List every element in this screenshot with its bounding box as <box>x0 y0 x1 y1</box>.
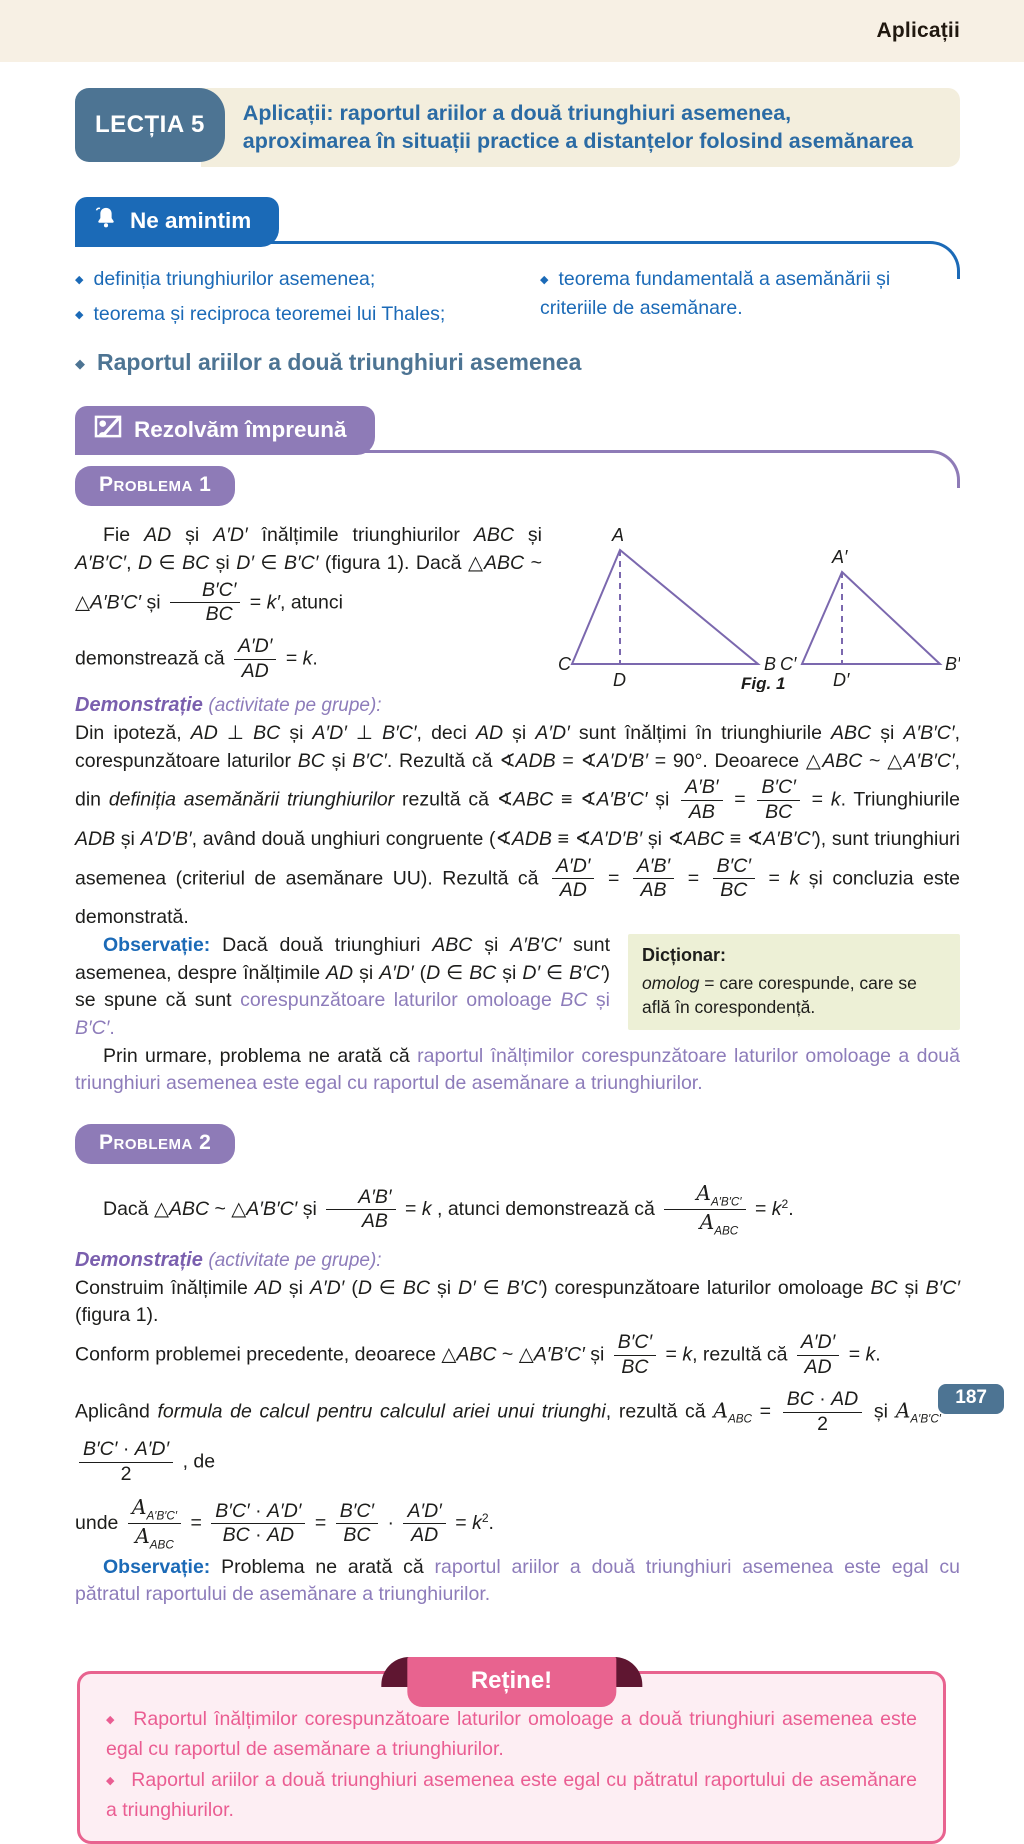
problem1-badge: Problema 1 <box>75 466 235 506</box>
conclusion1-text: Prin urmare, problema ne arată că raportul înălțimilor corespunzătoare laturilor omoloage a două triunghiuri asemenea este egal cu raportul de asemănare a triunghiurilor. <box>75 1044 960 1095</box>
key-point: ◆ Raportul înălțimilor corespunzătoare laturilor omoloage a două triunghiuri asemenea este egal cu raportul de asemănare a triunghiurilor. <box>106 1708 917 1761</box>
solve-section-head <box>75 406 960 452</box>
vertex-label: B′ <box>945 654 960 675</box>
writing-board-icon <box>93 414 123 445</box>
proof-label: Demonstrație (activitate pe grupe): <box>75 1248 382 1271</box>
problem1-statement: Fie AD și A′D′ înălțimile triunghiurilor ABC și A′B′C′, D ∈ BC și D′ ∈ B′C′ (figura 1). Dacă △ABC ~ △A′B′C′ și $\frac{B'C'}{BC}$ = k′, atunci <box>75 524 543 626</box>
observation1-block <box>75 932 960 1098</box>
list-item: ◆ teorema și reciproca teoremei lui Thales; <box>75 303 446 325</box>
page-content <box>0 62 1024 1844</box>
figure-1 <box>558 524 960 692</box>
vertex-label: A′ <box>832 547 848 568</box>
vertex-label: C <box>558 654 571 675</box>
key-point: ◆ Raportul ariilor a două triunghiuri asemenea este egal cu pătratul raportului de asemănare a triunghiurilor. <box>106 1768 917 1821</box>
problem1-badge-row <box>75 466 960 506</box>
problem2-line3: Aplicând formula de calcul pentru calculul ariei unui triunghi, rezultă că $A_{ABC}$ = $\frac{BC \cdot AD}{2}$ și $A_{A'B'C'}$ $\frac{B'C' \cdot A'D'}{2}$ , de <box>75 1387 941 1486</box>
running-header: Aplicații <box>876 19 960 42</box>
problem1-goal: demonstrează că $\frac{A'D'}{AD}$ = k. <box>75 635 318 683</box>
remember-list <box>75 265 960 336</box>
vertex-label: B <box>764 654 777 675</box>
lesson-title-panel <box>201 88 960 167</box>
section-heading: ◆ Raportul ariilor a două triunghiuri asemenea <box>75 349 582 376</box>
remember-key-box <box>77 1667 946 1844</box>
observation2-text: Observație: Problema ne arată că raportul ariilor a două triunghiuri asemenea este egal cu pătratul raportului de asemănare a triunghiurilor. <box>75 1555 961 1606</box>
problem2-badge-row <box>75 1124 960 1164</box>
lesson-title-line1: Aplicații: raportul ariilor a două triunghiuri asemenea, <box>242 101 792 125</box>
diamond-bullet-icon: ◆ <box>106 1774 116 1787</box>
vertex-label: C′ <box>780 654 797 675</box>
solve-badge-label: Rezolvăm împreună <box>134 416 347 442</box>
remember-badge-label: Ne amintim <box>130 207 252 233</box>
problem2-line4: unde $\frac{A_{A'B'C'}}{A_{ABC}}$ = $\frac{B'C' \cdot A'D'}{BC \cdot AD}$ = $\frac{B'C'}{BC}$ · $\frac{A'D'}{AD}$ = $k^2$. <box>75 1495 494 1552</box>
vertex-label: A <box>612 525 625 546</box>
problem2-line2: Conform problemei precedente, deoarece △ABC ~ △A′B′C′ și $\frac{B'C'}{BC}$ = k, rezultă că $\frac{A'D'}{AD}$ = k. <box>75 1331 881 1378</box>
solve-badge <box>75 406 375 455</box>
problem2-line1: Construim înălțimile AD și A′D′ (D ∈ BC și D′ ∈ B′C′) corespunzătoare laturilor omoloage BC și B′C′ (figura 1). <box>75 1276 961 1327</box>
problem2-badge: Problema 2 <box>75 1124 235 1164</box>
lesson-header <box>75 88 960 167</box>
problem1-proof: Din ipoteză, AD ⊥ BC și A′D′ ⊥ B′C′, deci AD și A′D′ sunt înălțimi în triunghiurile ABC și A′B′C′, corespunzătoare laturilor BC și B′C′. Rezultă că ∢ADB = ∢A′D′B′ = 90°. Deoarece △ABC ~ △A′B′C′, din definiția asemănării triunghiurilor rezultă că ∢ABC ≡ ∢A′B′C′ și $\frac{A'B'}{AB}$ = $\frac{B'C'}{BC}$ = k. Triunghiurile ADB și A′D′B′, având două unghiuri congruente (∢ADB ≡ ∢A′D′B′ și ∢ABC ≡ ∢A′B′C′), sunt triunghiuri asemenea (criteriul de asemănare UU). Rezultă că $\frac{A'D'}{AD}$ = $\frac{A'B'}{AB}$ = $\frac{B'C'}{BC}$ = k și concluzia este demonstrată. <box>75 721 961 929</box>
diamond-bullet-icon: ◆ <box>75 273 84 286</box>
remember-section-head <box>75 197 960 243</box>
top-band <box>0 0 1024 62</box>
bell-icon <box>93 205 119 237</box>
vertex-label: D′ <box>833 670 850 691</box>
observation1-text: Observație: Dacă două triunghiuri ABC și A′B′C′ sunt asemenea, despre înălțimile AD și A′D′ (D ∈ BC și D′ ∈ B′C′) se spune că sunt corespunzătoare laturilor omoloage BC și B′C′. <box>75 933 611 1040</box>
figure-caption: Fig. 1 <box>741 674 786 693</box>
vertex-label: D <box>613 670 626 691</box>
dictionary-box <box>628 934 960 1030</box>
remember-left-column <box>75 265 520 336</box>
problem2-block <box>75 1180 960 1609</box>
lesson-badge: LECȚIA 5 <box>75 88 225 162</box>
list-item: ◆ teorema fundamentală a asemănării și criteriile de asemănare. <box>540 267 891 319</box>
diamond-bullet-icon: ◆ <box>75 356 85 372</box>
lesson-title-line2: aproximarea în situații practice a distanțelor folosind asemănarea <box>242 129 914 154</box>
problem2-statement: Dacă △ABC ~ △A′B′C′ și $\frac{A'B'}{AB}$ = k , atunci demonstrează că $\frac{A_{A'B'C'}}{A_{ABC}}$ = $k^2$. <box>103 1181 794 1238</box>
ribbon-title: Reține! <box>407 1657 616 1707</box>
proof-label: Demonstrație (activitate pe grupe): <box>75 693 382 716</box>
diamond-bullet-icon: ◆ <box>106 1714 117 1727</box>
page-number-badge: 187 <box>938 1384 1004 1414</box>
problem1-block <box>75 522 960 932</box>
list-item: ◆ definiția triunghiurilor asemenea; <box>75 267 376 290</box>
diamond-bullet-icon: ◆ <box>75 309 84 321</box>
dictionary-body: omolog = care corespunde, care se află în corespondență. <box>642 972 917 1017</box>
dictionary-title: Dicționar: <box>642 944 727 965</box>
ribbon <box>407 1657 616 1707</box>
diamond-bullet-icon: ◆ <box>540 273 549 286</box>
remember-right-column <box>540 265 960 336</box>
remember-badge <box>75 197 279 247</box>
